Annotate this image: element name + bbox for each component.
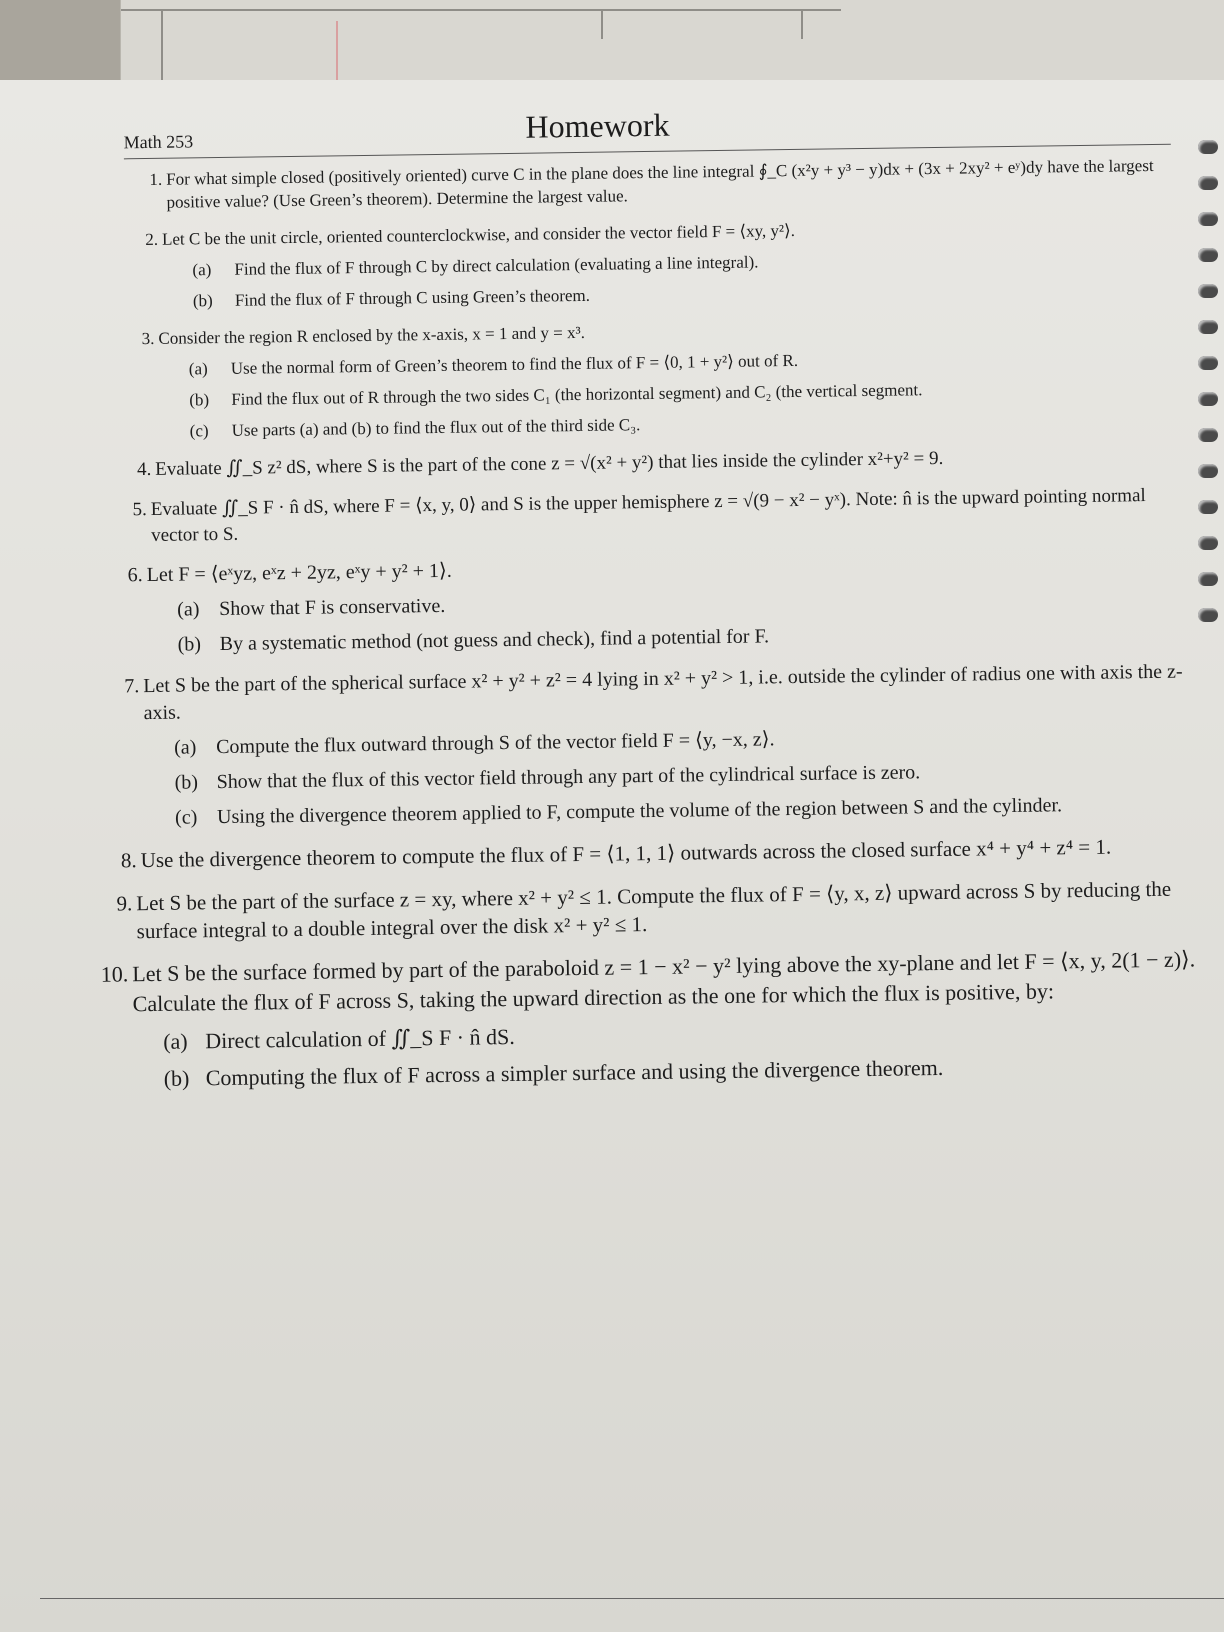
problem-number: 5. <box>132 499 147 521</box>
problem-part <box>133 1012 1198 1057</box>
problem-part <box>159 375 1189 412</box>
problem-parts <box>147 583 1193 660</box>
problem-item <box>82 548 1193 660</box>
problem-number: 3. <box>141 328 155 348</box>
part-label: (b) <box>163 1065 190 1092</box>
problem-text: Let S be the part of the spherical surface x² + y² + z² = 4 lying in x² + y² > 1, i.e. outside the cylinder of radius one with axis the z-axis. <box>143 660 1183 725</box>
problem-part <box>160 406 1190 443</box>
part-label: (c) <box>189 420 209 440</box>
problem-item <box>80 443 1190 484</box>
problem-item <box>78 313 1190 444</box>
problem-text: Evaluate ∬_S z² dS, where S is the part of the cone z = √(x² + y²) that lies inside the cylinder x²+y² = 9. <box>155 448 944 481</box>
problem-part <box>163 276 1188 313</box>
part-label: (a) <box>173 736 197 760</box>
problem-item <box>81 483 1192 550</box>
part-label: (b) <box>192 290 213 311</box>
problem-number: 8. <box>120 848 137 873</box>
problem-item <box>87 945 1199 1095</box>
problem-item <box>77 214 1188 314</box>
problem-part <box>134 1050 1199 1095</box>
problem-part <box>159 344 1189 381</box>
problem-text: Let F = ⟨eˣyz, eˣz + 2yz, eˣy + y² + 1⟩. <box>146 560 452 587</box>
problem-number: 4. <box>136 459 152 481</box>
part-text: Computing the flux of F across a simpler surface and using the divergence theorem. <box>205 1055 944 1091</box>
course-label: Math 253 <box>123 131 194 153</box>
problem-number: 6. <box>127 564 143 587</box>
part-label: (a) <box>192 259 212 280</box>
binder-clip-icon <box>1198 140 1218 154</box>
problem-text: Let S be the surface formed by part of the paraboloid z = 1 − x² − y² lying above the xy-plane and let F = ⟨x, y, 2(1 − z)⟩. Calculate the flux of F across S, taking the upward direction as the one for which the flux is positive, by: <box>132 946 1196 1017</box>
part-text: Direct calculation of ∬_S F · n̂ dS. <box>205 1023 515 1054</box>
footer-divider <box>40 1598 1224 1599</box>
problem-part <box>162 245 1187 282</box>
part-text: Using the divergence theorem applied to F, compute the volume of the region between S and the cylinder. <box>216 794 1063 829</box>
part-text: Use the normal form of Green’s theorem to find the flux of F = ⟨0, 1 + y²⟩ out of R. <box>230 350 799 378</box>
problem-number: 2. <box>145 229 159 249</box>
problem-number: 7. <box>124 675 140 698</box>
part-text: Show that the flux of this vector field through any part of the cylindrical surface is zero. <box>216 761 921 794</box>
part-text: By a systematic method (not guess and check), find a potential for F. <box>219 625 770 656</box>
part-text: Compute the flux outward through S of the vector field F = ⟨y, −x, z⟩. <box>215 728 775 759</box>
problem-parts <box>133 1012 1199 1094</box>
problem-text: Let S be the part of the surface z = xy, where x² + y² ≤ 1. Compute the flux of F = ⟨y, x, z⟩ upward across S by reducing the surface integral to a double integral over the disk x² + y² ≤ 1. <box>136 876 1172 944</box>
part-text: Find the flux of F through C using Green’s theorem. <box>234 285 591 310</box>
part-label: (a) <box>163 1028 188 1054</box>
problem-part <box>145 791 1195 833</box>
problem-text: Evaluate ∬_S F · n̂ dS, where F = ⟨x, y, 0⟩ and S is the upper hemisphere z = √(9 − x² − yˣ). Note: n̂ is the upward pointing normal vector to S. <box>150 485 1146 546</box>
part-text: Use parts (a) and (b) to find the flux out of the third side C₃. <box>231 414 641 440</box>
problem-item <box>76 154 1187 215</box>
part-label: (a) <box>177 598 200 621</box>
problem-list <box>76 154 1199 1109</box>
problem-text: For what simple closed (positively oriented) curve C in the plane does the line integral ∮_C (x²y + y³ − y)dx + (3x + 2xy² + eʸ)dy have the largest positive value? (Use Green’s theorem). Determine the largest value. <box>166 155 1154 212</box>
problem-number: 9. <box>116 890 133 916</box>
problem-item <box>86 874 1197 946</box>
part-label: (c) <box>174 806 198 830</box>
problem-parts <box>162 245 1188 313</box>
part-text: Show that F is conservative. <box>219 595 446 621</box>
problem-text: Let C be the unit circle, oriented counterclockwise, and consider the vector field F = ⟨xy, y²⟩. <box>161 220 796 249</box>
part-label: (b) <box>174 771 199 795</box>
problem-part <box>148 618 1193 660</box>
problem-number: 10. <box>100 961 129 988</box>
problem-item <box>83 659 1195 833</box>
problem-parts <box>144 721 1195 833</box>
problem-part <box>144 721 1194 763</box>
problem-number: 1. <box>149 169 163 189</box>
problem-part <box>147 583 1192 625</box>
part-text: Find the flux out of R through the two sides C₁ (the horizontal segment) and C₂ (the vertical segment. <box>231 379 923 409</box>
part-text: Find the flux of F through C by direct calculation (evaluating a line integral). <box>234 252 759 279</box>
problem-part <box>144 756 1194 798</box>
part-label: (b) <box>189 389 210 409</box>
problem-parts <box>159 344 1190 443</box>
homework-page <box>75 79 1221 1575</box>
part-label: (a) <box>188 358 208 379</box>
problem-item <box>86 832 1196 876</box>
problem-text: Consider the region R enclosed by the x-axis, x = 1 and y = x³. <box>158 322 586 348</box>
part-label: (b) <box>177 633 202 656</box>
problem-text: Use the divergence theorem to compute the flux of F = ⟨1, 1, 1⟩ outwards across the closed surface x⁴ + y⁴ + z⁴ = 1. <box>140 834 1112 873</box>
page-title: Homework <box>525 106 670 145</box>
